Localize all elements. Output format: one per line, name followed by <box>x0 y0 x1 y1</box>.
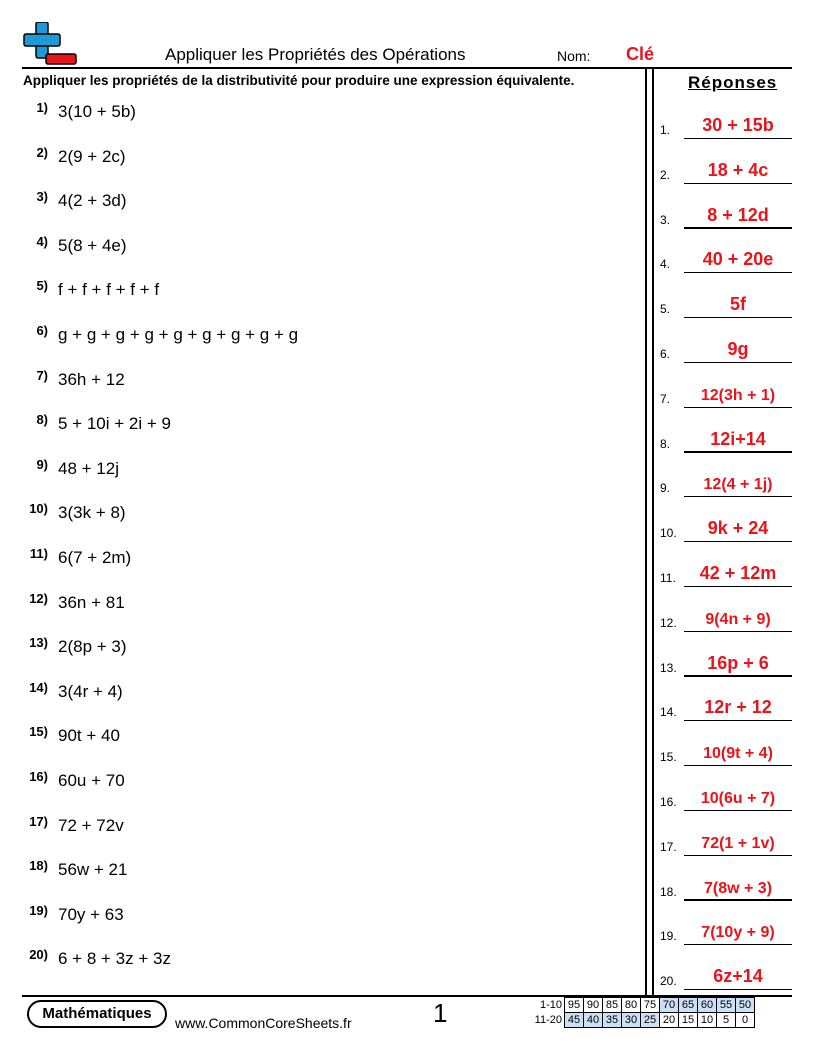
answer-row <box>660 514 794 542</box>
score-cell: 95 <box>565 998 584 1013</box>
answer-row <box>660 469 794 497</box>
question-row <box>20 456 119 485</box>
score-row <box>528 998 755 1013</box>
answer-row <box>660 917 794 945</box>
question-row <box>20 637 127 663</box>
question-text: 5 + 10i + 2i + 9 <box>58 414 171 434</box>
question-text: 72 + 72v <box>58 815 124 835</box>
question-text: 70y + 63 <box>58 904 124 924</box>
answer-row <box>660 201 794 229</box>
answer-number: 10. <box>660 526 677 541</box>
answer-number: 17. <box>660 839 677 854</box>
answer-text: 7(8w + 3) <box>703 879 773 897</box>
score-row-label: 11-20 <box>534 1014 562 1026</box>
answer-line <box>684 675 792 676</box>
answer-text: 9(4n + 9) <box>705 610 771 628</box>
question-number: 9) <box>36 456 48 472</box>
answer-text: 9k + 24 <box>707 518 769 539</box>
question-number: 2) <box>36 144 48 160</box>
answer-text: 40 + 20e <box>702 249 774 270</box>
question-text: g + g + g + g + g + g + g + g + g <box>58 325 299 344</box>
question-text: 36h + 12 <box>58 369 125 389</box>
answer-text: 12(4 + 1j) <box>703 476 773 494</box>
score-cell: 25 <box>641 1013 660 1028</box>
answer-line <box>684 227 792 228</box>
question-row <box>20 548 131 574</box>
site-url: www.CommonCoreSheets.fr <box>175 1015 352 1031</box>
answer-row <box>660 245 794 273</box>
question-text: 56w + 21 <box>58 860 128 880</box>
question-text: 2(9 + 2c) <box>58 146 126 166</box>
question-number: 18) <box>29 858 48 874</box>
question-row <box>20 233 127 262</box>
answer-line <box>684 183 792 184</box>
score-cell: 70 <box>660 998 679 1013</box>
score-cell: 5 <box>717 1013 736 1028</box>
question-row <box>20 280 159 306</box>
header-rule <box>22 67 792 69</box>
score-row-label: 1-10 <box>539 999 562 1011</box>
answer-line <box>684 138 792 139</box>
answer-number: 6. <box>660 347 671 361</box>
question-row <box>20 414 171 440</box>
answer-text: 6z+14 <box>713 966 763 987</box>
question-text: 48 + 12j <box>58 458 119 478</box>
question-row <box>20 771 125 797</box>
column-divider <box>645 67 654 995</box>
answer-number: 11. <box>660 571 676 585</box>
question-text: 90t + 40 <box>58 726 120 746</box>
answer-number: 4. <box>660 257 671 272</box>
answer-row <box>660 380 794 408</box>
score-cell: 0 <box>736 1013 755 1028</box>
question-number: 10) <box>29 501 48 517</box>
answer-line <box>684 765 792 766</box>
answer-row <box>660 335 794 363</box>
score-cell: 40 <box>584 1013 603 1028</box>
question-row <box>20 902 124 931</box>
answer-number: 1. <box>660 123 671 137</box>
question-row <box>20 503 126 529</box>
score-cell: 65 <box>679 998 698 1013</box>
answer-row <box>660 693 794 721</box>
answer-line <box>684 586 792 587</box>
answer-text: 7(10y + 9) <box>701 924 775 942</box>
answer-number: 7. <box>660 391 671 406</box>
worksheet-title: Appliquer les Propriétés des Opérations <box>165 45 466 64</box>
question-text: 36n + 81 <box>58 592 125 612</box>
question-text: f + f + f + f + f <box>58 280 160 300</box>
answer-text: 10(9t + 4) <box>703 745 773 763</box>
question-text: 2(8p + 3) <box>58 637 127 657</box>
answer-text: 10(6u + 7) <box>700 790 776 807</box>
answer-text: 12r + 12 <box>704 697 772 718</box>
question-number: 1) <box>36 100 48 115</box>
answer-row <box>660 783 794 811</box>
answer-number: 18. <box>660 884 677 899</box>
answer-row <box>660 604 794 632</box>
answer-line <box>684 989 792 990</box>
score-cell: 45 <box>565 1013 584 1028</box>
question-row <box>20 191 127 217</box>
name-label: Nom: <box>557 48 591 64</box>
answer-number: 12. <box>660 615 677 630</box>
question-number: 19) <box>29 902 48 918</box>
score-cell: 75 <box>641 998 660 1013</box>
score-table <box>528 997 755 1028</box>
score-cell: 85 <box>603 998 622 1013</box>
question-text: 3(4r + 4) <box>58 681 123 701</box>
subject-badge: Mathématiques <box>27 1000 167 1028</box>
question-number: 5) <box>36 278 48 294</box>
answer-text: 72(1 + 1v) <box>701 834 775 852</box>
answer-row <box>660 425 794 453</box>
question-number: 13) <box>29 635 48 651</box>
answer-row <box>660 962 794 990</box>
answer-text: 18 + 4c <box>707 159 769 180</box>
question-row <box>20 367 125 396</box>
answer-number: 15. <box>660 750 677 765</box>
answer-line <box>684 720 792 721</box>
answer-text: 8 + 12d <box>707 204 769 225</box>
answer-row <box>660 873 794 901</box>
score-cell: 90 <box>584 998 603 1013</box>
answer-line <box>684 496 792 497</box>
answer-text: 42 + 12m <box>699 563 777 583</box>
answer-row <box>660 828 794 856</box>
name-value: Clé <box>626 44 655 64</box>
score-row <box>528 1013 755 1028</box>
answer-text: 12(3h + 1) <box>700 386 776 404</box>
answer-number: 2. <box>660 167 671 182</box>
question-row <box>20 949 171 975</box>
question-text: 60u + 70 <box>58 771 125 790</box>
question-row <box>20 102 136 128</box>
score-cell: 35 <box>603 1013 622 1028</box>
answer-text: 12i+14 <box>710 428 766 449</box>
answer-line <box>684 407 792 408</box>
score-cell: 55 <box>717 998 736 1013</box>
score-cell: 10 <box>698 1013 717 1028</box>
answer-line <box>684 944 792 945</box>
answer-line <box>684 899 792 900</box>
question-row <box>20 590 125 619</box>
plus-minus-logo-icon <box>22 22 78 66</box>
answer-number: 9. <box>660 481 671 496</box>
question-number: 3) <box>36 189 48 205</box>
answer-number: 13. <box>660 660 677 675</box>
answer-line <box>684 810 792 811</box>
answer-row <box>660 738 794 766</box>
question-row <box>20 325 298 351</box>
score-cell: 15 <box>679 1013 698 1028</box>
answer-row <box>660 111 794 139</box>
answers-title: Réponses <box>688 73 778 92</box>
question-number: 4) <box>36 233 48 249</box>
question-number: 12) <box>29 590 48 606</box>
answer-number: 19. <box>660 929 677 944</box>
answer-text: 5f <box>729 294 746 315</box>
question-text: 3(3k + 8) <box>58 503 126 523</box>
question-number: 8) <box>36 412 48 428</box>
question-text: 6 + 8 + 3z + 3z <box>58 949 171 969</box>
question-number: 14) <box>29 679 48 695</box>
question-number: 6) <box>36 323 48 338</box>
question-number: 15) <box>29 724 48 740</box>
question-text: 5(8 + 4e) <box>58 235 127 255</box>
question-row <box>20 860 127 886</box>
answer-line <box>684 317 792 318</box>
score-cell: 50 <box>736 998 755 1013</box>
question-row <box>20 813 124 842</box>
score-cell: 80 <box>622 998 641 1013</box>
instructions: Appliquer les propriétés de la distributivité pour produire une expression équivalente. <box>23 73 575 88</box>
question-row <box>20 144 126 173</box>
answer-line <box>684 362 792 363</box>
answer-number: 8. <box>660 436 671 451</box>
answer-row <box>660 559 794 587</box>
answer-text: 9g <box>727 339 749 359</box>
answer-line <box>684 272 792 273</box>
question-row <box>20 679 123 708</box>
answer-number: 16. <box>660 795 677 809</box>
question-text: 4(2 + 3d) <box>58 191 127 211</box>
question-number: 7) <box>36 367 48 383</box>
question-text: 3(10 + 5b) <box>58 102 136 121</box>
question-number: 16) <box>29 769 48 784</box>
score-cell: 60 <box>698 998 717 1013</box>
answer-row <box>660 290 794 318</box>
answer-number: 5. <box>660 302 671 317</box>
question-number: 17) <box>29 813 48 829</box>
answer-line <box>684 541 792 542</box>
answer-number: 3. <box>660 212 671 227</box>
answer-text: 30 + 15b <box>702 115 774 135</box>
answer-line <box>684 631 792 632</box>
question-text: 6(7 + 2m) <box>58 548 132 567</box>
score-cell: 30 <box>622 1013 641 1028</box>
question-number: 11) <box>29 546 48 561</box>
answer-text: 16p + 6 <box>707 652 769 673</box>
question-row <box>20 726 120 752</box>
answer-number: 20. <box>660 974 677 989</box>
answer-line <box>684 855 792 856</box>
question-number: 20) <box>29 947 48 963</box>
answer-line <box>684 451 792 452</box>
page-number: 1 <box>433 998 448 1028</box>
score-cell: 20 <box>660 1013 679 1028</box>
answer-number: 14. <box>660 705 677 720</box>
answer-row <box>660 649 794 677</box>
answer-row <box>660 156 794 184</box>
